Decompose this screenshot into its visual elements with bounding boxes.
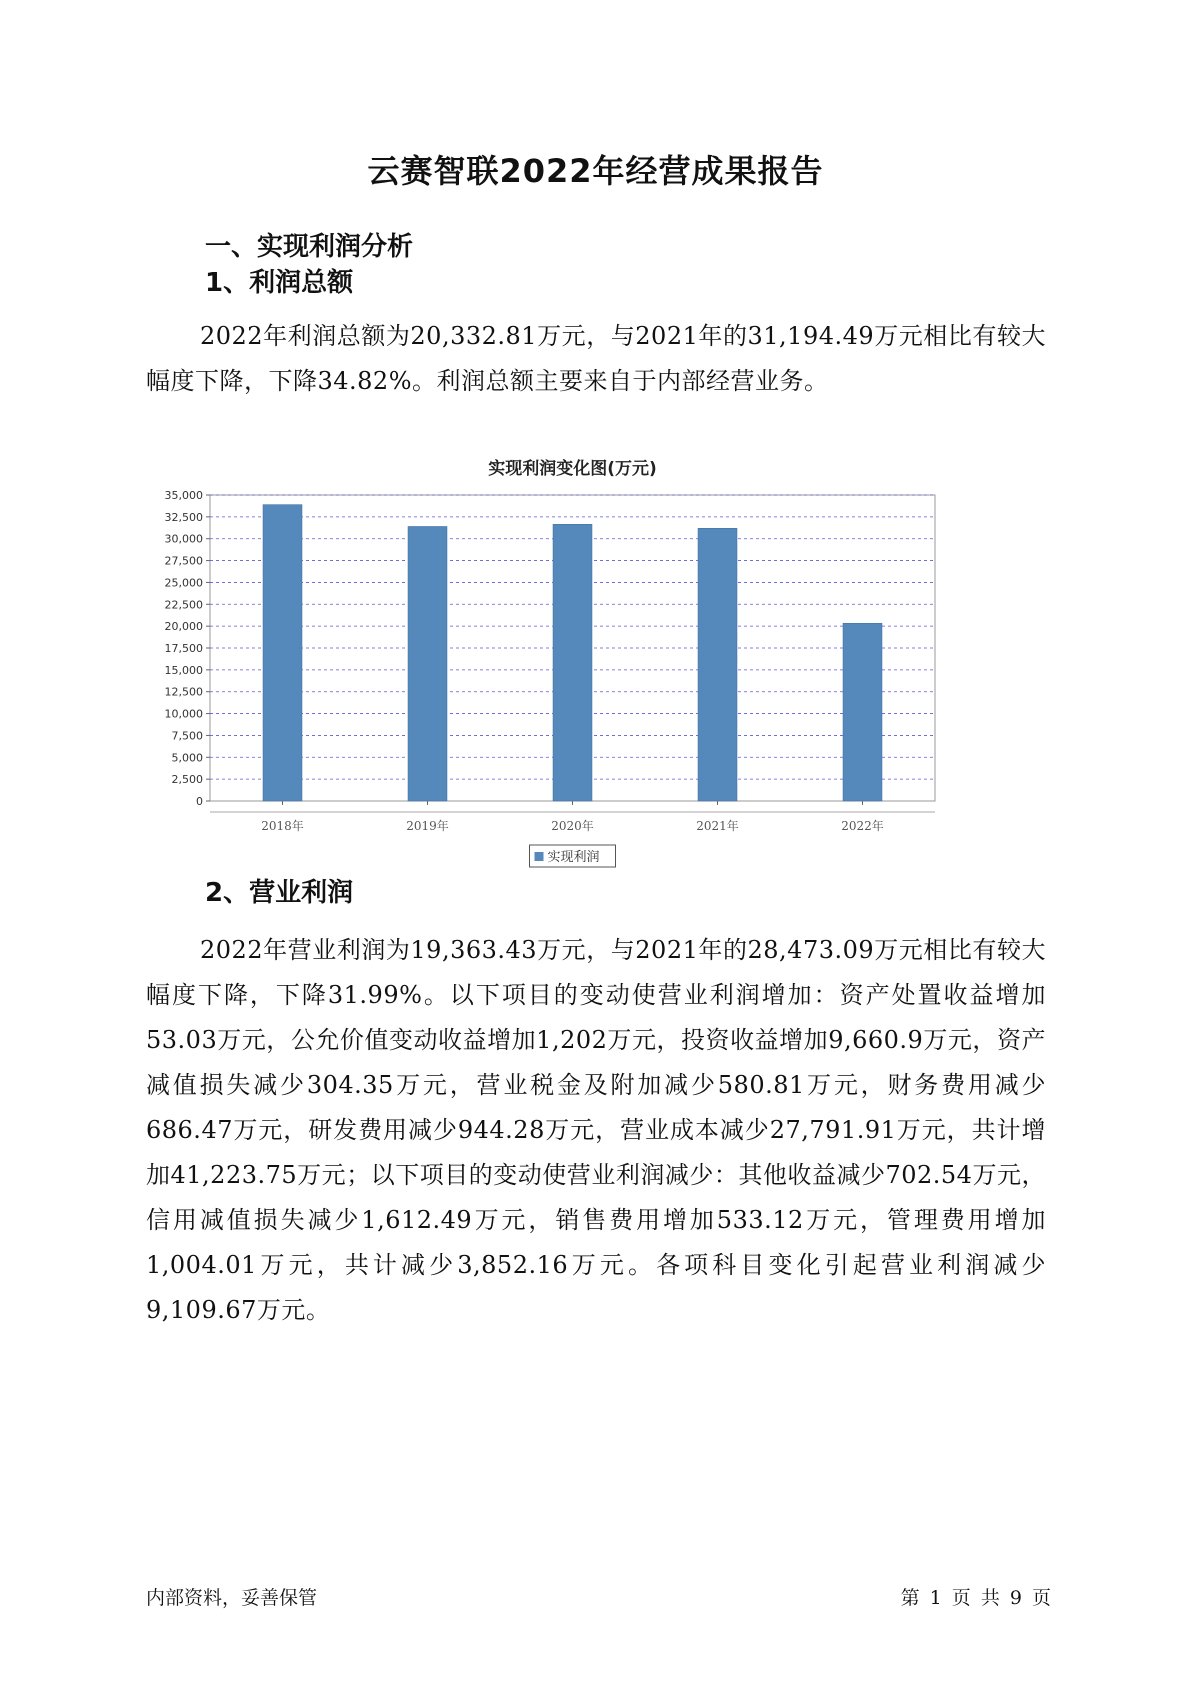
- legend-label: 实现利润: [547, 850, 600, 865]
- profit-chart: [150, 452, 1030, 922]
- subsection-heading-operating-profit: 2、营业利润: [205, 878, 354, 908]
- x-tick-label: 2022年: [841, 819, 884, 833]
- bar-2: [408, 526, 447, 801]
- profit-bar-chart: [150, 452, 1030, 922]
- bar-3: [553, 524, 592, 801]
- y-tick-label: 12,500: [164, 685, 203, 699]
- y-tick-label: 32,500: [164, 510, 203, 524]
- x-tick-label: 2019年: [406, 819, 449, 833]
- legend-swatch: [535, 852, 544, 861]
- x-tick-label: 2021年: [696, 819, 739, 833]
- section-heading-profit-analysis: 一、实现利润分析: [205, 232, 414, 262]
- y-tick-label: 10,000: [164, 707, 203, 721]
- y-tick-label: 30,000: [164, 532, 203, 546]
- y-tick-label: 25,000: [164, 576, 203, 590]
- y-tick-label: 5,000: [171, 751, 203, 765]
- bar-1: [263, 505, 302, 801]
- chart-title: 实现利润变化图(万元): [488, 459, 657, 479]
- y-tick-label: 0: [196, 795, 203, 808]
- y-tick-label: 15,000: [164, 663, 203, 677]
- paragraph-total-profit: 2022年利润总额为20,332.81万元，与2021年的31,194.49万元相比有较大幅度下降，下降34.82%。利润总额主要来自于内部经营业务。: [146, 322, 1046, 395]
- footer-confidential-note: 内部资料，妥善保管: [146, 1587, 318, 1609]
- y-tick-label: 7,500: [171, 729, 203, 743]
- footer-page-number: 第 1 页 共 9 页: [900, 1587, 1051, 1609]
- paragraph-operating-profit: 2022年营业利润为19,363.43万元，与2021年的28,473.09万元相比有较大幅度下降，下降31.99%。以下项目的变动使营业利润增加：资产处置收益增加53.03万元，公允价值变动收益增加1,202万元，投资收益增加9,660.9万元，资产减值损失减少304.35万元，营业税金及附加减少580.81万元，财务费用减少686.47万元，研发费用减少944.28万元，营业成本减少27,791.91万元，共计增加41,223.75万元；以下项目的变动使营业利润减少：其他收益减少702.54万元，信用减值损失减少1,612.49万元，销售费用增加533.12万元，管理费用增加1,004.01万元，共计减少3,852.16万元。各项科目变化引起营业利润减少9,109.67万元。: [146, 936, 1046, 1324]
- x-tick-label: 2018年: [261, 819, 304, 833]
- bar-5: [843, 623, 882, 801]
- y-tick-label: 17,500: [164, 642, 203, 655]
- y-tick-label: 27,500: [164, 554, 203, 568]
- y-tick-label: 20,000: [164, 620, 203, 634]
- document-title: 云赛智联2022年经营成果报告: [367, 152, 824, 190]
- subsection-heading-total-profit: 1、利润总额: [205, 268, 354, 298]
- x-tick-label: 2020年: [551, 819, 594, 833]
- y-tick-label: 2,500: [171, 773, 203, 787]
- bar-4: [698, 528, 737, 801]
- y-tick-label: 35,000: [164, 489, 203, 502]
- y-tick-label: 22,500: [164, 598, 203, 612]
